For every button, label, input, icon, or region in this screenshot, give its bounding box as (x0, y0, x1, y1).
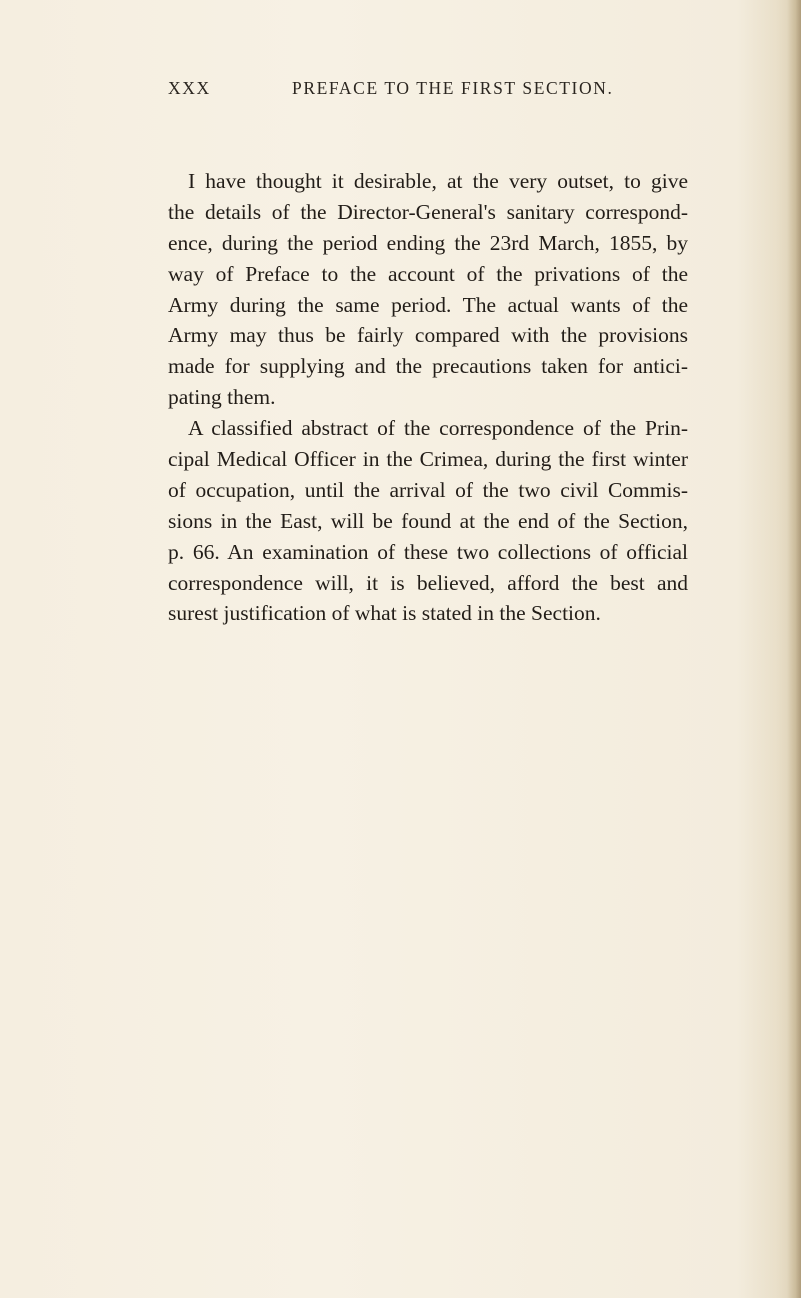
text-line: p. 66. An examination of these two collections of official (168, 539, 688, 564)
text-line: way of Preface to the account of the privations of the (168, 261, 688, 286)
page-number: XXX (168, 78, 211, 98)
text-line: of occupation, until the arrival of the two civil Commis- (168, 477, 688, 502)
text-line: A classified abstract of the correspondence of the Prin- (188, 416, 688, 441)
text-line: pating them. (168, 385, 276, 410)
page-edge-shadow (787, 0, 801, 1298)
text-line: the details of the Director-General's sanitary correspond- (168, 199, 688, 224)
running-head (168, 78, 658, 104)
text-line: surest justification of what is stated in the Section. (168, 601, 601, 626)
text-line: Army during the same period. The actual wants of the (168, 292, 688, 317)
text-line: Army may thus be fairly compared with the provisions (168, 323, 688, 348)
text-line: ence, during the period ending the 23rd March, 1855, by (168, 230, 688, 255)
text-line: cipal Medical Officer in the Crimea, during the first winter (168, 447, 688, 472)
running-title: PREFACE TO THE FIRST SECTION. (292, 78, 614, 98)
paragraph-2 (168, 413, 688, 629)
text-line: correspondence will, it is believed, afford the best and (168, 570, 688, 595)
paragraph-1 (168, 166, 688, 413)
text-line: made for supplying and the precautions taken for antici- (168, 354, 688, 379)
text-line: sions in the East, will be found at the end of the Section, (168, 508, 688, 533)
text-line: I have thought it desirable, at the very outset, to give (188, 169, 688, 193)
body-text (168, 166, 688, 629)
